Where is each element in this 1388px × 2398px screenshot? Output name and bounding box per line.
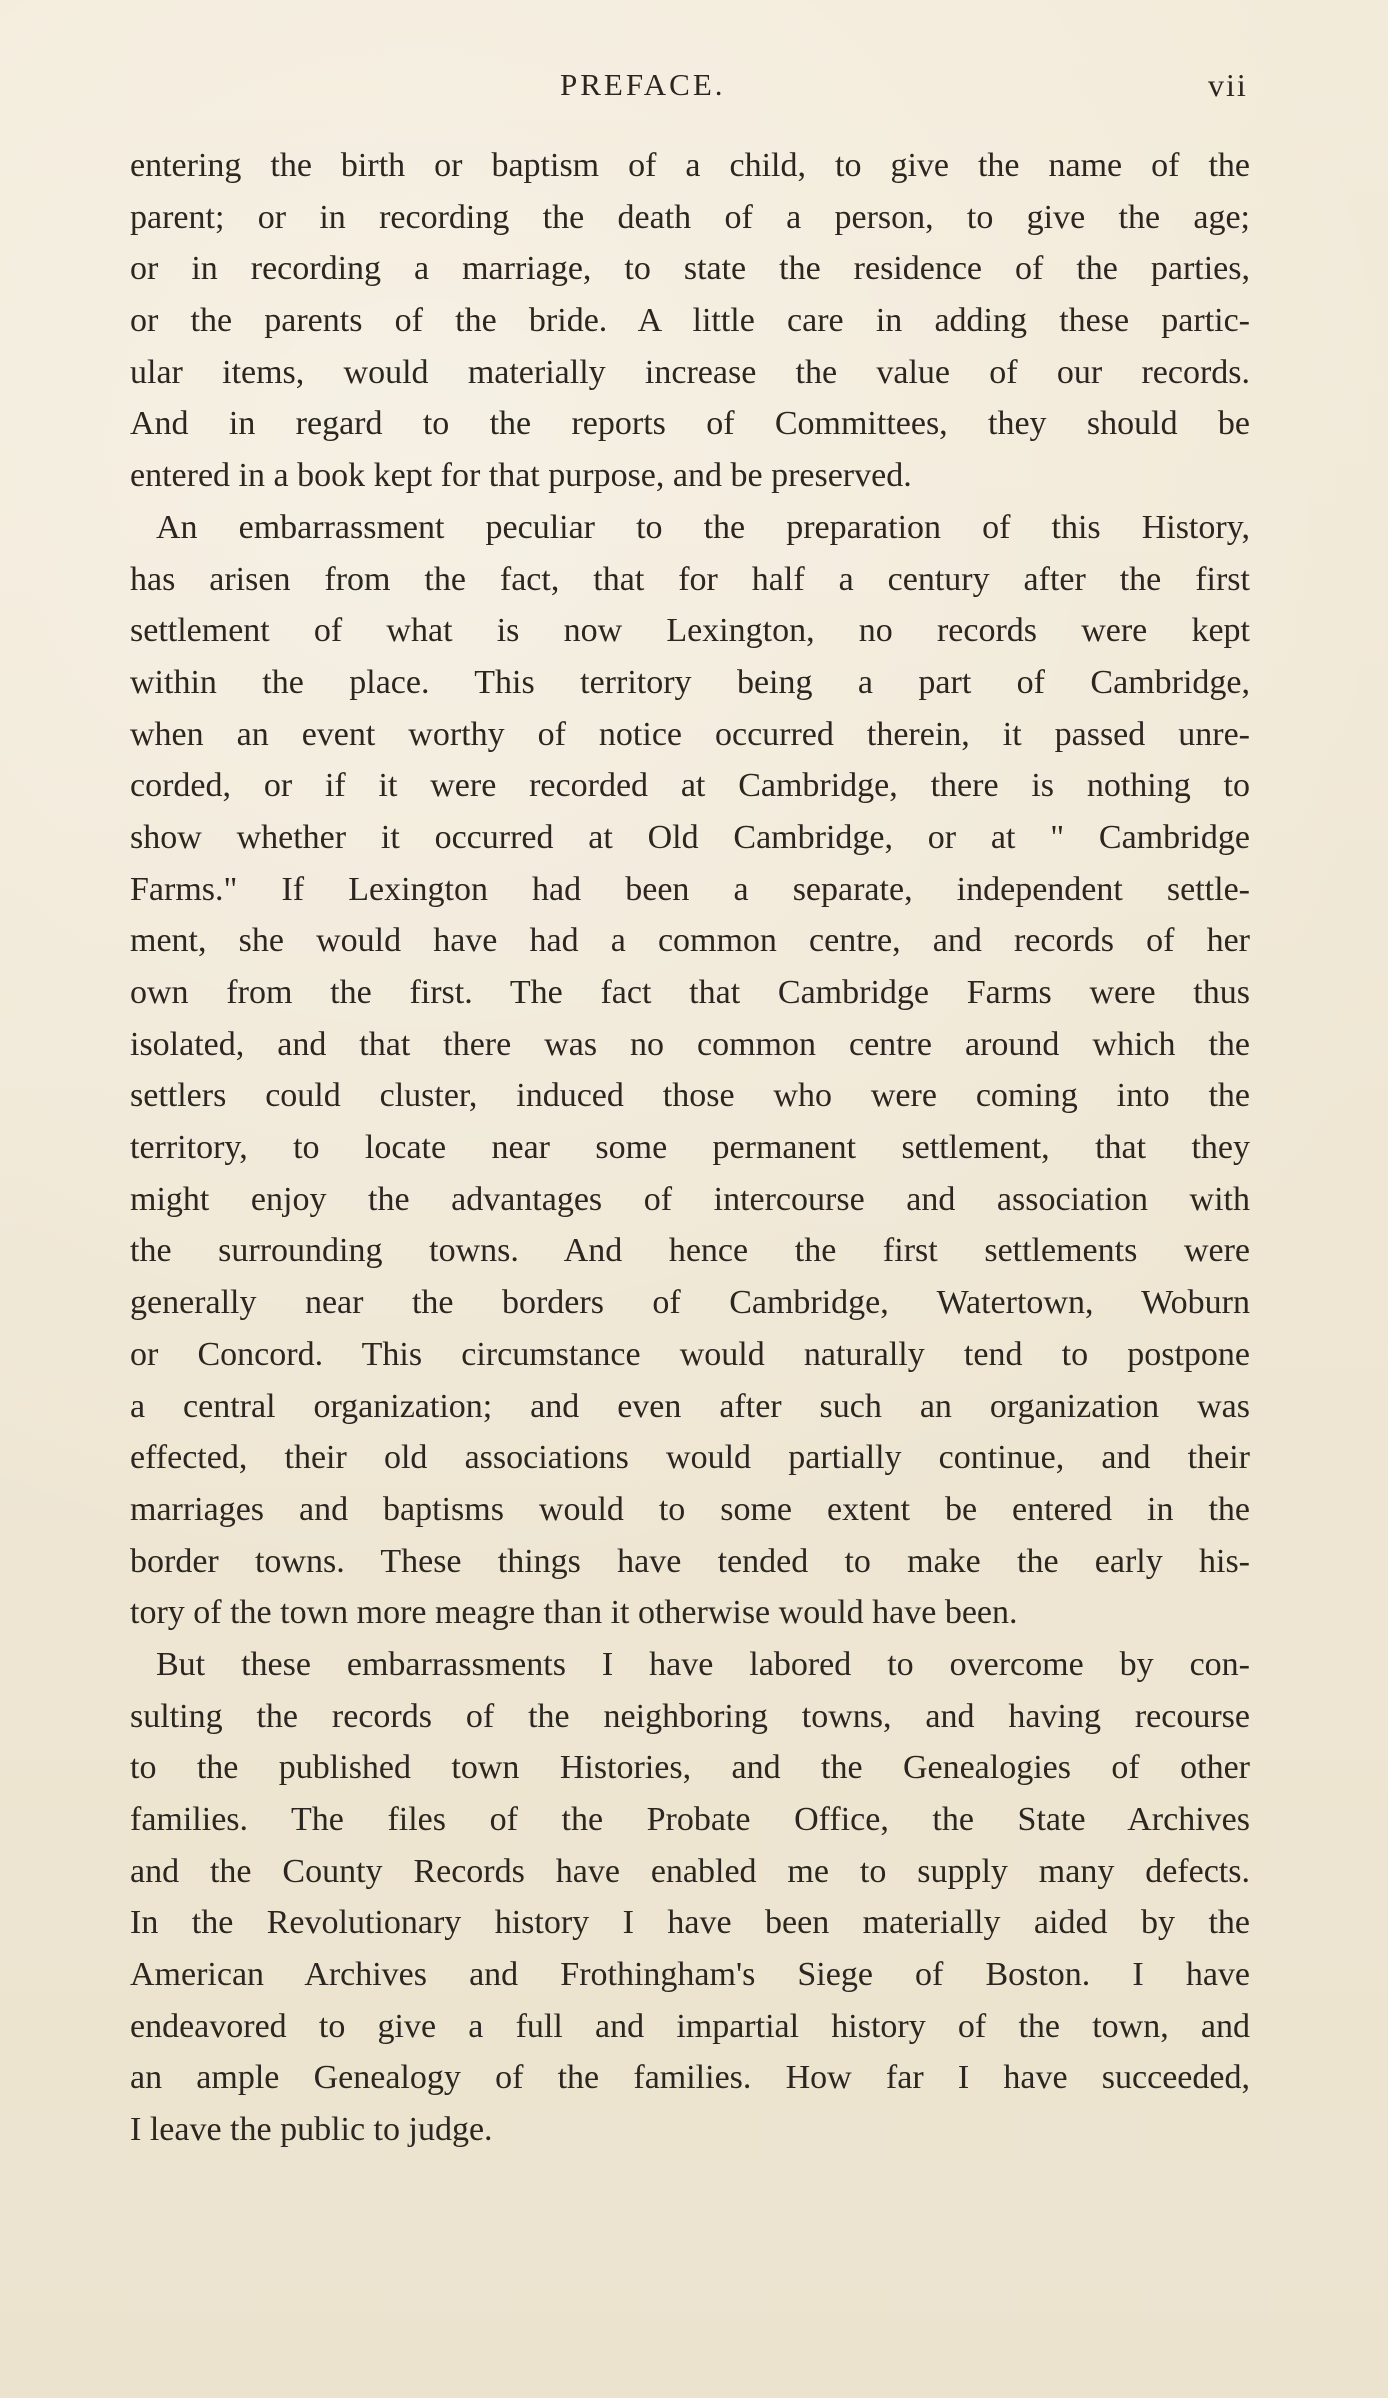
text-line: to the published town Histories, and the Genealogies of other — [130, 1749, 1250, 1787]
text-line: show whether it occurred at Old Cambridge, or at " Cambridge — [130, 818, 1250, 856]
text-line: Farms." If Lexington had been a separate, independent settle- — [130, 870, 1250, 908]
text-line: American Archives and Frothingham's Siege of Boston. I have — [130, 1956, 1250, 1994]
text-line: or in recording a marriage, to state the residence of the parties, — [130, 250, 1250, 288]
text-line: settlement of what is now Lexington, no records were kept — [130, 612, 1250, 650]
text-line: An embarrassment peculiar to the preparation of this History, — [156, 508, 1250, 546]
text-line: I leave the public to judge. — [130, 2111, 493, 2149]
body-text — [130, 140, 1250, 2156]
text-line: generally near the borders of Cambridge, Watertown, Woburn — [130, 1284, 1250, 1322]
text-line: entered in a book kept for that purpose, and be preserved. — [130, 457, 912, 495]
text-line: own from the first. The fact that Cambridge Farms were thus — [130, 974, 1250, 1011]
text-line: sulting the records of the neighboring towns, and having recourse — [130, 1697, 1250, 1735]
text-line: the surrounding towns. And hence the first settlements were — [130, 1232, 1250, 1270]
text-line: endeavored to give a full and impartial history of the town, and — [130, 2007, 1250, 2045]
running-head — [0, 60, 1388, 110]
text-line: isolated, and that there was no common centre around which the — [130, 1025, 1250, 1063]
text-line: or Concord. This circumstance would naturally tend to postpone — [130, 1335, 1250, 1373]
text-line: tory of the town more meagre than it otherwise would have been. — [130, 1594, 1018, 1632]
text-line: an ample Genealogy of the families. How far I have succeeded, — [130, 2059, 1250, 2097]
text-line: within the place. This territory being a part of Cambridge, — [130, 663, 1250, 701]
text-line: But these embarrassments I have labored to overcome by con- — [156, 1645, 1250, 1683]
text-line: ular items, would materially increase the value of our records. — [130, 353, 1250, 391]
text-line: effected, their old associations would partially continue, and their — [130, 1439, 1250, 1477]
text-line: or the parents of the bride. A little care in adding these partic- — [130, 302, 1250, 340]
text-line: territory, to locate near some permanent settlement, that they — [130, 1129, 1250, 1167]
page-number: vii — [1208, 67, 1248, 103]
text-line: and the County Records have enabled me to supply many defects. — [130, 1852, 1250, 1890]
running-title: PREFACE. — [560, 67, 726, 102]
text-line: parent; or in recording the death of a person, to give the age; — [130, 198, 1250, 236]
text-line: might enjoy the advantages of intercourse and association with — [130, 1180, 1250, 1218]
text-line: entering the birth or baptism of a child, to give the name of the — [130, 147, 1250, 184]
text-line: settlers could cluster, induced those who were coming into the — [130, 1077, 1250, 1115]
text-line: has arisen from the fact, that for half a century after the first — [130, 560, 1250, 598]
text-line: when an event worthy of notice occurred therein, it passed unre- — [130, 715, 1250, 753]
text-line: border towns. These things have tended to make the early his- — [130, 1542, 1250, 1580]
text-line: families. The files of the Probate Office, the State Archives — [130, 1801, 1250, 1838]
text-line: In the Revolutionary history I have been materially aided by the — [130, 1904, 1250, 1942]
text-line: a central organization; and even after such an organization was — [130, 1387, 1250, 1425]
text-line: marriages and baptisms would to some extent be entered in the — [130, 1490, 1250, 1528]
text-line: And in regard to the reports of Committees, they should be — [130, 405, 1250, 443]
text-line: corded, or if it were recorded at Cambridge, there is nothing to — [130, 767, 1250, 805]
text-line: ment, she would have had a common centre, and records of her — [130, 922, 1250, 960]
